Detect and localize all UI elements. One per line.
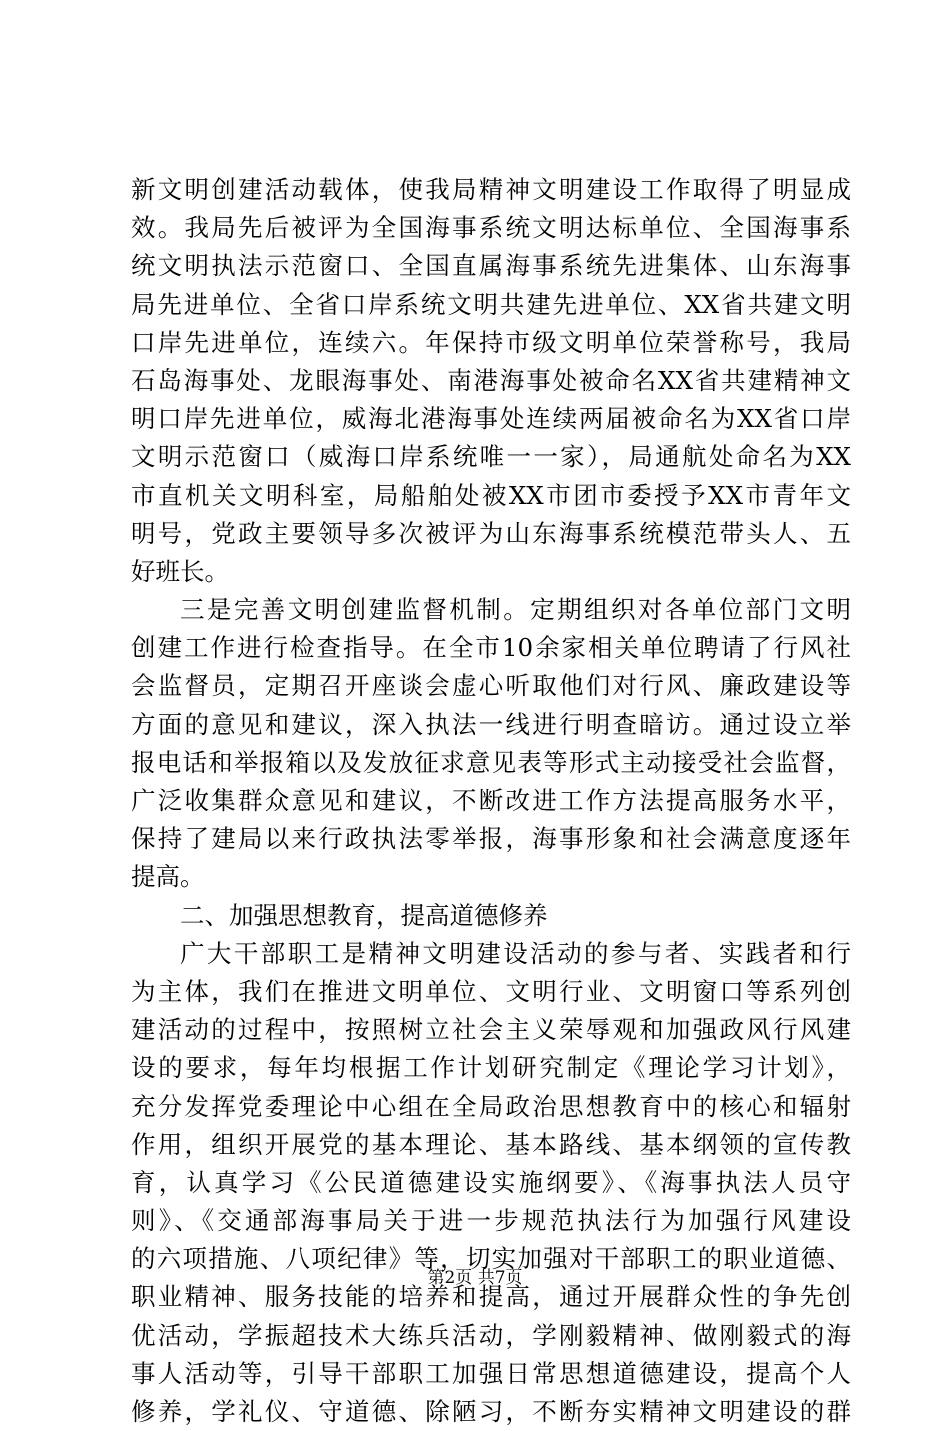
text-line: 广泛收集群众意见和建议，不断改进工作方法提高服务水平， (131, 786, 851, 815)
text-line: 事人活动等，引导干部职工加强日常思想道德建设，提高个人 (131, 1358, 851, 1388)
text-line: 会监督员，定期召开座谈会虚心听取他们对行风、廉政建设等 (131, 671, 851, 701)
text-line: 三是完善文明创建监督机制。定期组织对各单位部门文明 (180, 595, 851, 625)
text-line: 新文明创建活动载体，使我局精神文明建设工作取得了明显成 (131, 175, 851, 204)
text-line: 二、加强思想教育，提高道德修养 (180, 900, 548, 930)
document-body (131, 171, 851, 1431)
text-line: 口岸先进单位，连续六。年保持市级文明单位荣誉称号，我局 (131, 327, 851, 357)
text-line: 育，认真学习《公民道德建设实施纲要》、《海事执法人员守 (131, 1167, 851, 1197)
text-line: 保持了建局以来行政执法零举报，海事形象和社会满意度逐年 (131, 824, 851, 854)
text-line: 的六项措施、八项纪律》等，切实加强对干部职工的职业道德、 (131, 1244, 851, 1274)
text-line: 文明示范窗口（威海口岸系统唯一一家），局通航处命名为XX (131, 442, 851, 472)
page-footer: 第2页 共7页 (427, 1268, 523, 1288)
text-line: 广大干部职工是精神文明建设活动的参与者、实践者和行 (180, 938, 851, 968)
text-line: 统文明执法示范窗口、全国直属海事系统先进集体、山东海事 (131, 251, 851, 281)
text-line: 则》、《交通部海事局关于进一步规范执法行为加强行风建设 (131, 1206, 851, 1236)
text-line: 市直机关文明科室，局船舶处被XX市团市委授予XX市青年文 (131, 480, 851, 510)
text-line: 充分发挥党委理论中心组在全局政治思想教育中的核心和辐射 (131, 1091, 851, 1121)
text-line: 为主体，我们在推进文明单位、文明行业、文明窗口等系列创 (131, 976, 851, 1006)
text-line: 优活动，学振超技术大练兵活动，学刚毅精神、做刚毅式的海 (131, 1320, 851, 1350)
text-line: 职业精神、服务技能的培养和提高，通过开展群众性的争先创 (131, 1282, 851, 1312)
text-line: 设的要求，每年均根据工作计划研究制定《理论学习计划》， (131, 1053, 851, 1083)
text-line: 明号，党政主要领导多次被评为山东海事系统模范带头人、五 (131, 518, 851, 548)
text-line: 好班长。 (131, 556, 229, 586)
text-line: 石岛海事处、龙眼海事处、南港海事处被命名XX省共建精神文 (131, 365, 851, 395)
text-line: 方面的意见和建议，深入执法一线进行明查暗访。通过设立举 (131, 709, 851, 739)
text-line: 创建工作进行检查指导。在全市10余家相关单位聘请了行风社 (131, 633, 851, 663)
text-line: 作用，组织开展党的基本理论、基本路线、基本纲领的宣传教 (131, 1129, 851, 1159)
text-line: 建活动的过程中，按照树立社会主义荣辱观和加强政风行风建 (131, 1015, 851, 1045)
text-line: 提高。 (131, 862, 205, 892)
text-line: 明口岸先进单位，威海北港海事处连续两届被命名为XX省口岸 (131, 404, 851, 434)
text-line: 报电话和举报箱以及发放征求意见表等形式主动接受社会监督， (131, 747, 851, 777)
text-line: 局先进单位、全省口岸系统文明共建先进单位、XX省共建文明 (131, 289, 851, 319)
text-line: 效。我局先后被评为全国海事系统文明达标单位、全国海事系 (131, 213, 851, 243)
text-line: 修养，学礼仪、守道德、除陋习，不断夯实精神文明建设的群 (131, 1397, 851, 1426)
